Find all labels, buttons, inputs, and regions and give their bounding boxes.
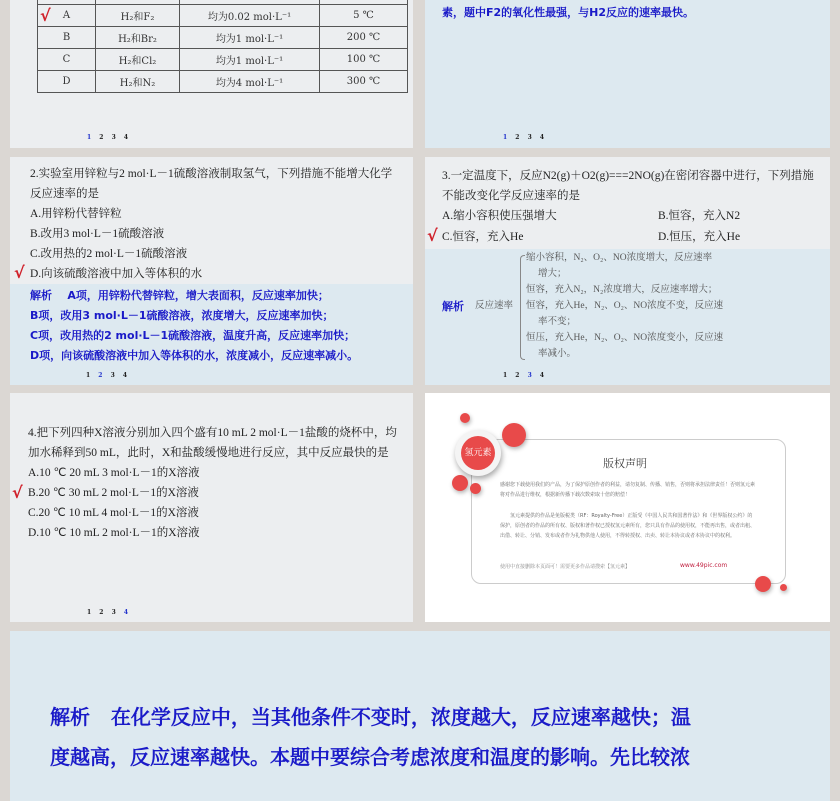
- copyright-footer: 使用中直接删除本页面可！需要更多作品请搜索【氢元素】: [500, 564, 631, 570]
- reaction-table: [37, 0, 408, 93]
- explanation-text: 素，题中F2的氧化性最强，与H2反应的速率最快。: [442, 6, 695, 19]
- explanation-text: 度越高，反应速率越快。本题中要综合考虑浓度和温度的影响。先比较浓: [50, 745, 690, 769]
- slide-thumbnail-4[interactable]: [425, 157, 830, 385]
- option-a: A.缩小容积使压强增大: [442, 210, 557, 222]
- page-numbers: 1 2 3 4: [86, 372, 131, 379]
- copyright-title: 版权声明: [603, 457, 647, 470]
- cell: H₂和Br₂: [96, 27, 180, 49]
- cell: 均为4 mol·L⁻¹: [180, 71, 320, 93]
- checkmark-icon: √: [40, 6, 51, 25]
- checkmark-icon: √: [14, 263, 25, 282]
- slide-thumbnail-7[interactable]: [10, 631, 830, 801]
- question-text: 4.把下列四种X溶液分别加入四个盛有10 mL 2 mol·L－1盐酸的烧杯中，均: [28, 427, 397, 439]
- website-link[interactable]: www.49pic.com: [680, 562, 728, 569]
- question-text: 不能改变化学反应速率的是: [442, 190, 580, 202]
- explanation-text: 率减小。: [538, 349, 577, 359]
- slide-thumbnail-1[interactable]: [10, 0, 413, 148]
- cell: 均为0.02 mol·L⁻¹: [180, 5, 320, 27]
- option-a: A.10 ℃ 20 mL 3 mol·L－1的X溶液: [28, 467, 200, 479]
- checkmark-icon: √: [12, 483, 23, 502]
- option-c: C.20 ℃ 10 mL 4 mol·L－1的X溶液: [28, 507, 199, 519]
- explanation-text: 增大；: [538, 269, 567, 279]
- cell: 100 ℃: [320, 49, 408, 71]
- slide-thumbnail-2[interactable]: [425, 0, 830, 148]
- table-row: [38, 27, 408, 49]
- option-b: B.改用3 mol·L－1硫酸溶液: [30, 228, 165, 240]
- option-b: B.恒容，充入N2: [658, 210, 741, 222]
- cell: 300 ℃: [320, 71, 408, 93]
- page-numbers: 1 2 3 4: [503, 372, 548, 379]
- explanation-text: 缩小容积，N₂、O₂、NO浓度增大，反应速率: [526, 253, 713, 263]
- option-c: C.改用热的2 mol·L－1硫酸溶液: [30, 248, 188, 260]
- explanation-text: 率不变；: [538, 317, 577, 327]
- slide-thumbnail-3[interactable]: [10, 157, 413, 385]
- cell: H₂和F₂: [96, 5, 180, 27]
- cell: 均为1 mol·L⁻¹: [180, 27, 320, 49]
- question-text: 2.实验室用锌粒与2 mol·L－1硫酸溶液制取氢气，下列措施不能增大化学: [30, 168, 393, 180]
- explanation-text: 恒容，充入He，N₂、O₂、NO浓度不变，反应速: [526, 301, 724, 311]
- table-row: [38, 49, 408, 71]
- option-c: C.恒容，充入He: [442, 231, 524, 243]
- option-d: D.向该硫酸溶液中加入等体积的水: [30, 268, 203, 280]
- question-text: 反应速率的是: [30, 188, 99, 200]
- option-d: D.恒压，充入He: [658, 231, 741, 243]
- cell: 均为1 mol·L⁻¹: [180, 49, 320, 71]
- option-d: D.10 ℃ 10 mL 2 mol·L－1的X溶液: [28, 527, 200, 539]
- copyright-paragraph: 感谢您下载使用我们的产品，为了保护原创作者的利益，请勿复制、传播、销售，否则将承担法律责任！否则氢元素将对作品进行维权，根据新传播下载次数索取十倍的赔偿！: [500, 482, 756, 498]
- cell: H₂和Cl₂: [96, 49, 180, 71]
- slide-thumbnail-6[interactable]: [425, 393, 830, 622]
- table-row: [38, 5, 408, 27]
- copyright-paragraph: 氢元素提供的作品是免版税类（RF：Royalty-Free）正版受《中国人民共和国著作法》和《世界版权公约》的保护，原创者的作品的所有权、版权和著作权已授权氢元素所有，您只具有作品的使用权，不能再出售，或者出租、出借、转让、分销、发布或者作为礼物供他人使用，不得转授权、出卖、转让本协议或者本协议中的权利。: [500, 513, 756, 539]
- explanation-text: D项，向该硫酸溶液中加入等体积的水，浓度减小，反应速率减小。: [30, 349, 359, 362]
- question-text: 3.一定温度下，反应N2(g)＋O2(g)===2NO(g)在密闭容器中进行，下列措施: [442, 170, 814, 182]
- cell: A: [38, 5, 96, 27]
- slide-thumbnail-5[interactable]: [10, 393, 413, 622]
- explanation-text: A项，用锌粉代替锌粒，增大表面积，反应速率加快；: [67, 289, 329, 302]
- explanation-text: 恒压，充入He，N₂、O₂、NO浓度变小，反应速: [526, 333, 724, 343]
- explanation-text: B项，改用3 mol·L－1硫酸溶液，浓度增大，反应速率加快；: [30, 309, 334, 322]
- cell: B: [38, 27, 96, 49]
- question-text: 加水稀释到50 mL，此时，X和盐酸缓慢地进行反应，其中反应最快的是: [28, 447, 389, 459]
- page-numbers: 1 2 3 4: [87, 134, 132, 141]
- table-row: [38, 71, 408, 93]
- explanation-label: 解析: [442, 300, 464, 313]
- brand-badge: 氢元素: [461, 436, 495, 470]
- explanation-text: 在化学反应中，当其他条件不变时，浓度越大，反应速率越快；温: [110, 705, 691, 729]
- cell: 200 ℃: [320, 27, 408, 49]
- explanation-text: 恒容，充入N₂，N₂浓度增大，反应速率增大；: [526, 285, 718, 295]
- cell: D: [38, 71, 96, 93]
- option-a: A.用锌粉代替锌粒: [30, 208, 122, 220]
- cell: H₂和N₂: [96, 71, 180, 93]
- brace-label: 反应速率: [475, 301, 514, 311]
- cell: C: [38, 49, 96, 71]
- checkmark-icon: √: [427, 226, 438, 245]
- page-numbers: 1 2 3 4: [503, 134, 548, 141]
- explanation-label: 解析: [30, 289, 52, 302]
- cell: 5 ℃: [320, 5, 408, 27]
- option-b: B.20 ℃ 30 mL 2 mol·L－1的X溶液: [28, 487, 199, 499]
- explanation-text: C项，改用热的2 mol·L－1硫酸溶液，温度升高，反应速率加快；: [30, 329, 356, 342]
- explanation-label: 解析: [50, 705, 90, 729]
- page-numbers: 1 2 3 4: [87, 609, 132, 616]
